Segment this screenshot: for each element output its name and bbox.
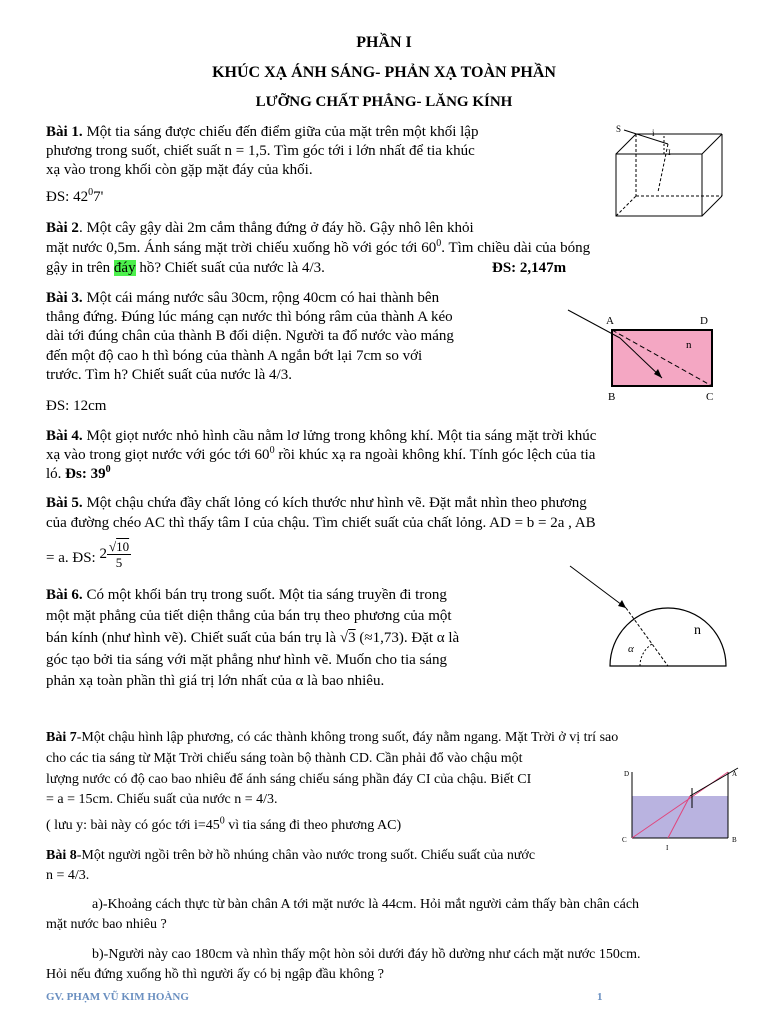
label-B: B <box>608 391 616 403</box>
problem-5-label: Bài 5. <box>46 495 83 511</box>
problem-1-line3: xạ vào trong khối còn gặp mặt đáy của khối. <box>46 162 313 178</box>
label-n: n <box>694 623 701 638</box>
highlight-mark: đáy <box>113 260 136 276</box>
problem-6-line1: Bài 6. Có một khối bán trụ trong suốt. Một tia sáng truyền đi trong <box>46 587 447 603</box>
label-alpha: α <box>628 643 634 655</box>
chapter-subtitle: LƯỠNG CHẤT PHẲNG- LĂNG KÍNH <box>255 94 513 110</box>
label-C: C <box>622 836 627 844</box>
problem-2-answer: ĐS: 2,147m <box>492 260 567 276</box>
problem-3-line1: Bài 3. Một cái máng nước sâu 30cm, rộng 40cm có hai thành bên <box>46 290 440 306</box>
problem-6-line4: góc tạo bởi tia sáng với mặt phẳng như hình vẽ. Muốn cho tia sáng <box>46 652 448 668</box>
problem-3-answer: ĐS: 12cm <box>46 398 107 414</box>
chapter-title: KHÚC XẠ ÁNH SÁNG- PHẢN XẠ TOÀN PHẦN <box>212 64 556 81</box>
cube-water-figure <box>620 764 744 856</box>
footer-author: GV. PHẠM VŨ KIM HOÀNG <box>46 991 189 1003</box>
answer-formula: 2 $\frac{√10}{5}$ <box>99 539 130 570</box>
problem-4-line2: xạ vào trong giọt nước với góc tới $60^0$ rồi khúc xạ ra ngoài không khí. Tính góc lệch của tia <box>46 445 596 463</box>
problem-8-part-a-line2: mặt nước bao nhiêu ? <box>46 917 167 932</box>
problem-2-line2: mặt nước 0,5m. Ánh sáng mặt trời chiếu xuống hồ với góc tới $60^0$. Tìm chiều dài của bóng <box>46 238 591 256</box>
problem-4-line1: Bài 4. Một giọt nước nhỏ hình cầu nằm lơ lửng trong không khí. Một tia sáng mặt trời khúc <box>46 428 597 444</box>
problem-2-line1: Bài 2. Một cây gậy dài 2m cắm thẳng đứng ở đáy hồ. Gậy nhô lên khỏi <box>46 220 474 236</box>
problem-1-line1: Bài 1. Một tia sáng được chiếu đến điểm giữa của mặt trên một khối lập <box>46 124 479 140</box>
problem-2-label: Bài 2 <box>46 220 79 236</box>
label-n: n <box>686 339 692 351</box>
problem-3-line3: dài tới đúng chân của thành B đối diện. Người ta đổ nước vào máng <box>46 328 454 344</box>
label-s: S <box>616 124 622 134</box>
label-A: A <box>732 770 738 778</box>
label-B: B <box>732 836 737 844</box>
problem-5-line1: Bài 5. Một chậu chứa đầy chất lỏng có kích thước như hình vẽ. Đặt mắt nhìn theo phương <box>46 495 587 511</box>
problem-7-line2: cho các tia sáng từ Mặt Trời chiếu sáng toàn bộ thành CD. Cần phải đổ vào chậu một <box>46 751 523 766</box>
problem-3-label: Bài 3. <box>46 290 83 306</box>
problem-8-part-b-line2: Hỏi nếu đứng xuống hồ thì người ấy có bị ngập đầu không ? <box>46 967 384 982</box>
problem-6-line2: một mặt phẳng của tiết diện thẳng của bán trụ theo phương của một <box>46 608 452 624</box>
problem-3-line5: trước. Tìm h? Chiết suất của nước là 4/3. <box>46 367 292 383</box>
problem-3-line4: đến một độ cao h thì bóng của thành A ngắn bớt lại 7cm so với <box>46 348 423 364</box>
problem-1-line2: phương trong suốt, chiết suất n = 1,5. Tìm góc tới i lớn nhất để tia khúc <box>46 143 475 159</box>
problem-8-label: Bài 8 <box>46 848 77 863</box>
problem-6-line5: phản xạ toàn phần thì giá trị lớn nhất của α là bao nhiêu. <box>46 673 385 689</box>
label-D: D <box>700 315 708 327</box>
problem-4-label: Bài 4. <box>46 428 83 444</box>
label-A: A <box>606 315 614 327</box>
problem-5-answer: = a. ĐS: 2 $\frac{√10}{5}$ <box>46 539 130 570</box>
problem-6-label: Bài 6. <box>46 587 83 603</box>
problem-4-line3: ló. Đs: $39^0$ <box>46 464 111 482</box>
problem-8-line1: Bài 8-Một người ngồi trên bờ hồ nhúng chân vào nước trong suốt. Chiếu suất của nước <box>46 848 536 863</box>
problem-7-line1: Bài 7-Một chậu hình lập phương, có các thành không trong suốt, đáy nằm ngang. Mặt Trời ở vị trí sao <box>46 730 619 745</box>
label-C: C <box>706 391 714 403</box>
part-heading: PHẦN I <box>356 34 412 51</box>
problem-3-line2: thẳng đứng. Đúng lúc máng cạn nước thì bóng râm của thành A kéo <box>46 309 453 325</box>
label-D: D <box>624 770 630 778</box>
problem-1-label: Bài 1. <box>46 124 83 140</box>
problem-5-line2: của đường chéo AC thì thấy tâm I của chậu. Tìm chiết suất của chất lỏng. AD = b = 2a , AB <box>46 515 596 531</box>
problem-2-line3: gậy in trên đáy hồ? Chiết suất của nước là 4/3. <box>46 260 325 276</box>
problem-7-line3: lượng nước có độ cao bao nhiêu để ánh sáng chiếu sáng phần đáy CI của chậu. Biết CI <box>46 772 532 787</box>
problem-8-line2: n = 4/3. <box>46 868 90 883</box>
label-I: I <box>666 844 669 852</box>
page-number: 1 <box>597 991 603 1003</box>
problem-8-part-b-line1: b)-Người này cao 180cm và nhìn thấy một hòn sỏi dưới đáy hồ dường như cách mặt nước 150cm. <box>92 947 641 962</box>
problem-6-line3: bán kính (như hình vẽ). Chiết suất của bán trụ là √3 (≈1,73). Đặt α là <box>46 630 460 646</box>
problem-7-note: ( lưu y: bài này có góc tới $i=45^0$ vì tia sáng đi theo phương AC) <box>46 815 402 833</box>
problem-8-part-a-line1: a)-Khoảng cách thực từ bàn chân A tới mặt nước là 44cm. Hỏi mắt người cảm thấy bàn chân cách <box>92 897 640 912</box>
problem-7-label: Bài 7 <box>46 730 77 745</box>
trough-figure <box>566 308 736 406</box>
cube-figure <box>612 122 732 222</box>
water-fill <box>632 796 728 838</box>
problem-1-answer: ĐS: $42^07'$ <box>46 187 104 205</box>
label-I: I <box>668 148 671 157</box>
half-cylinder-figure <box>566 562 730 668</box>
label-i: i <box>652 128 655 138</box>
problem-7-line4: = a = 15cm. Chiếu suất của nước n = 4/3. <box>46 792 278 807</box>
